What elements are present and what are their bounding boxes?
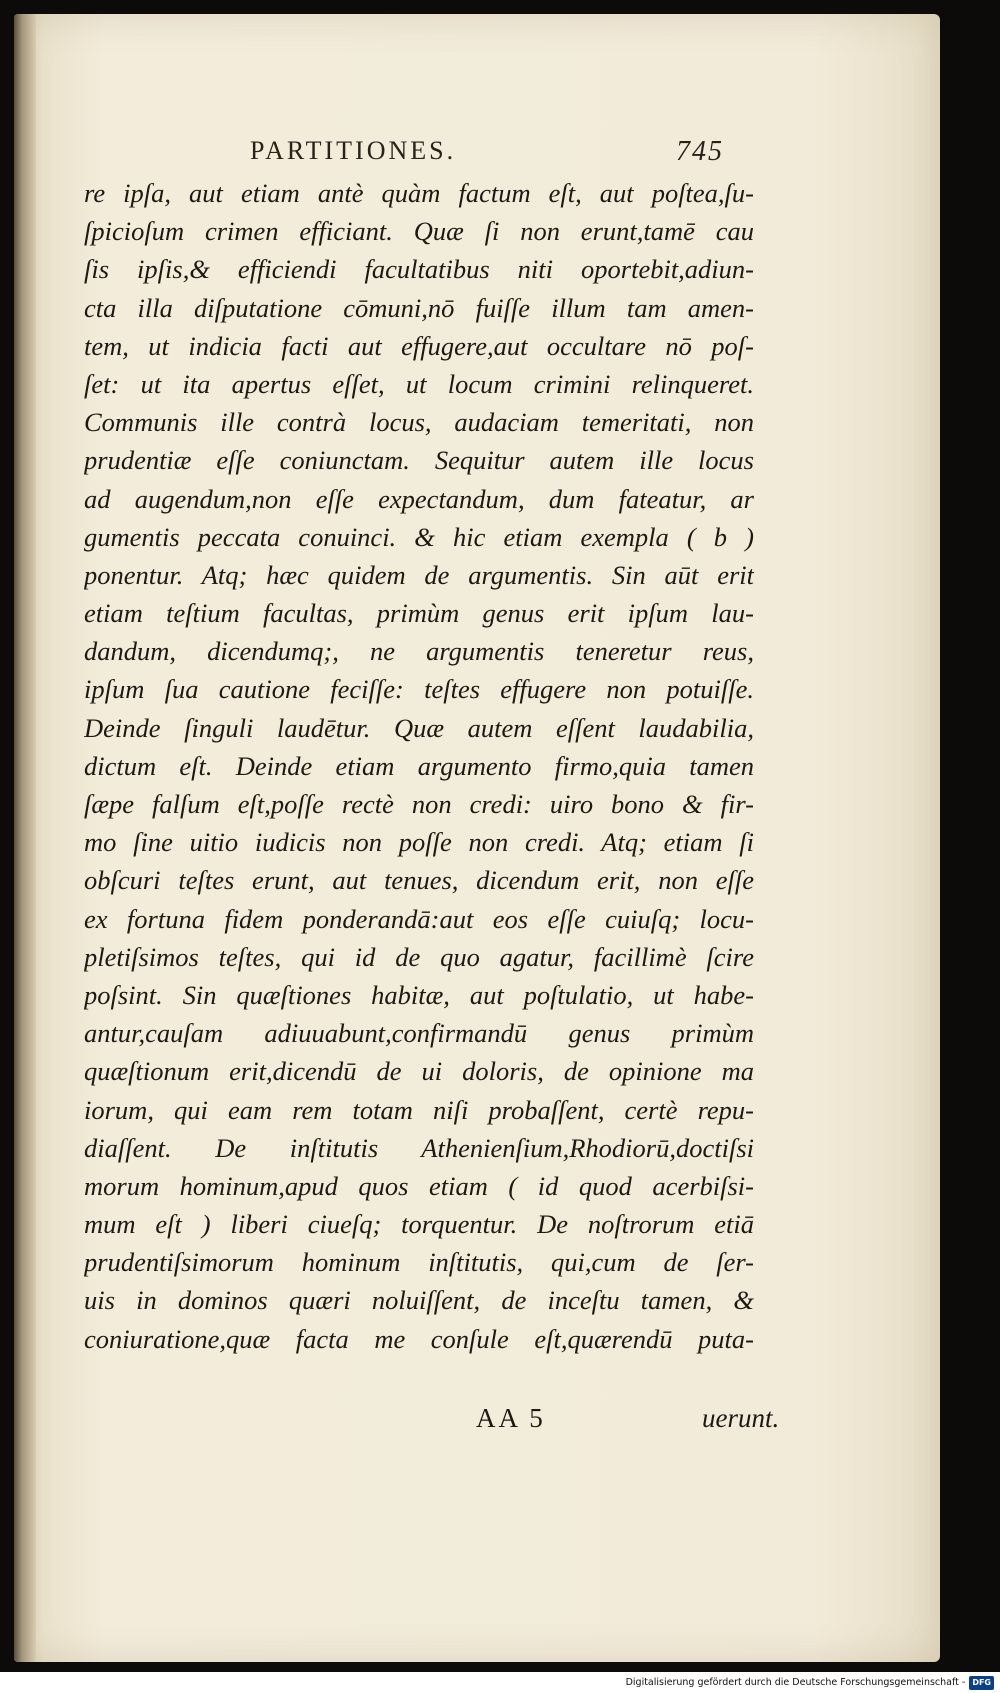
dfg-logo: DFG [969, 1676, 994, 1690]
text-line: iorum, qui eam rem totam niſi probaſſent, certè repu- [84, 1094, 754, 1125]
body-text [84, 174, 754, 1358]
text-line: mo ſine uitio iudicis non poſſe non credi. Atq; etiam ſi [84, 827, 754, 858]
text-line: ſpicioſum crimen efficiant. Quæ ſi non erunt,tamē cau [84, 216, 754, 247]
text-line: ponentur. Atq; hæc quidem de argumentis. Sin aūt erit [84, 559, 754, 590]
text-line: Deinde ſinguli laudētur. Quæ autem eſſent laudabilia, [84, 712, 754, 743]
text-line: ſæpe falſum eſt,poſſe rectè non credi: uiro bono & fir- [84, 789, 754, 819]
credit-text: Digitalisierung gefördert durch die Deutsche Forschungsgemeinschaft - [625, 1677, 966, 1688]
text-line: ex fortuna fidem ponderandā:aut eos eſſe cuiuſq; locu- [84, 903, 754, 934]
catchword: uerunt. [702, 1403, 780, 1433]
text-line: gumentis peccata conuinci. & hic etiam exempla ( b ) [84, 521, 754, 552]
page-number: 745 [676, 136, 724, 167]
text-line: prudentiæ eſſe coniunctam. Sequitur autem ille locus [84, 445, 754, 476]
running-title: PARTITIONES. [250, 136, 457, 165]
text-line: morum hominum,apud quos etiam ( id quod acerbiſsi- [84, 1170, 754, 1201]
text-line: cta illa diſputatione cōmuni,nō fuiſſe illum tam amen- [84, 292, 754, 323]
text-line: ad augendum,non eſſe expectandum, dum fateatur, ar [84, 483, 754, 514]
text-line: pletiſsimos teſtes, qui id de quo agatur, facillimè ſcire [84, 941, 754, 972]
book-page [14, 14, 940, 1662]
text-line: Communis ille contrà locus, audaciam temeritati, non [84, 407, 754, 438]
text-line: tem, ut indicia facti aut effugere,aut occultare nō poſ- [84, 330, 754, 361]
text-line: mum eſt ) liberi ciueſq; torquentur. De noſtrorum etiā [84, 1209, 754, 1240]
text-line: etiam teſtium facultas, primùm genus erit ipſum lau- [84, 598, 754, 629]
text-line: ſis ipſis,& efficiendi facultatibus niti oportebit,adiun- [84, 254, 754, 285]
digitization-credit [0, 1672, 1000, 1693]
signature-mark: AA 5 [476, 1403, 546, 1433]
text-line: re ipſa, aut etiam antè quàm factum eſt, aut poſtea,ſu- [84, 178, 754, 208]
text-line: diaſſent. De inſtitutis Athenienſium,Rhodiorū,doctiſsi [84, 1132, 754, 1163]
text-line: poſsint. Sin quæſtiones habitæ, aut poſtulatio, ut habe- [84, 979, 754, 1010]
page-footer [14, 1403, 940, 1437]
text-line: dandum, dicendumq;, ne argumentis teneretur reus, [84, 636, 754, 667]
text-line: ipſum ſua cautione feciſſe: teſtes effugere non potuiſſe. [84, 674, 754, 705]
text-line: prudentiſsimorum hominum inſtitutis, qui,cum de ſer- [84, 1247, 754, 1278]
text-line: uis in dominos quæri noluiſſent, de inceſtu tamen, & [84, 1285, 754, 1316]
text-line: coniuratione,quæ facta me conſule eſt,quærendū puta- [84, 1323, 754, 1354]
text-line: ſet: ut ita apertus eſſet, ut locum crimini relinqueret. [84, 368, 754, 399]
text-line: antur,cauſam adiuuabunt,confirmandū genus primùm [84, 1018, 754, 1049]
text-line: quæſtionum erit,dicendū de ui doloris, de opinione ma [84, 1056, 754, 1087]
text-line: dictum eſt. Deinde etiam argumento firmo,quia tamen [84, 750, 754, 781]
text-line: obſcuri teſtes erunt, aut tenues, dicendum erit, non eſſe [84, 865, 754, 896]
page-header [14, 136, 940, 168]
